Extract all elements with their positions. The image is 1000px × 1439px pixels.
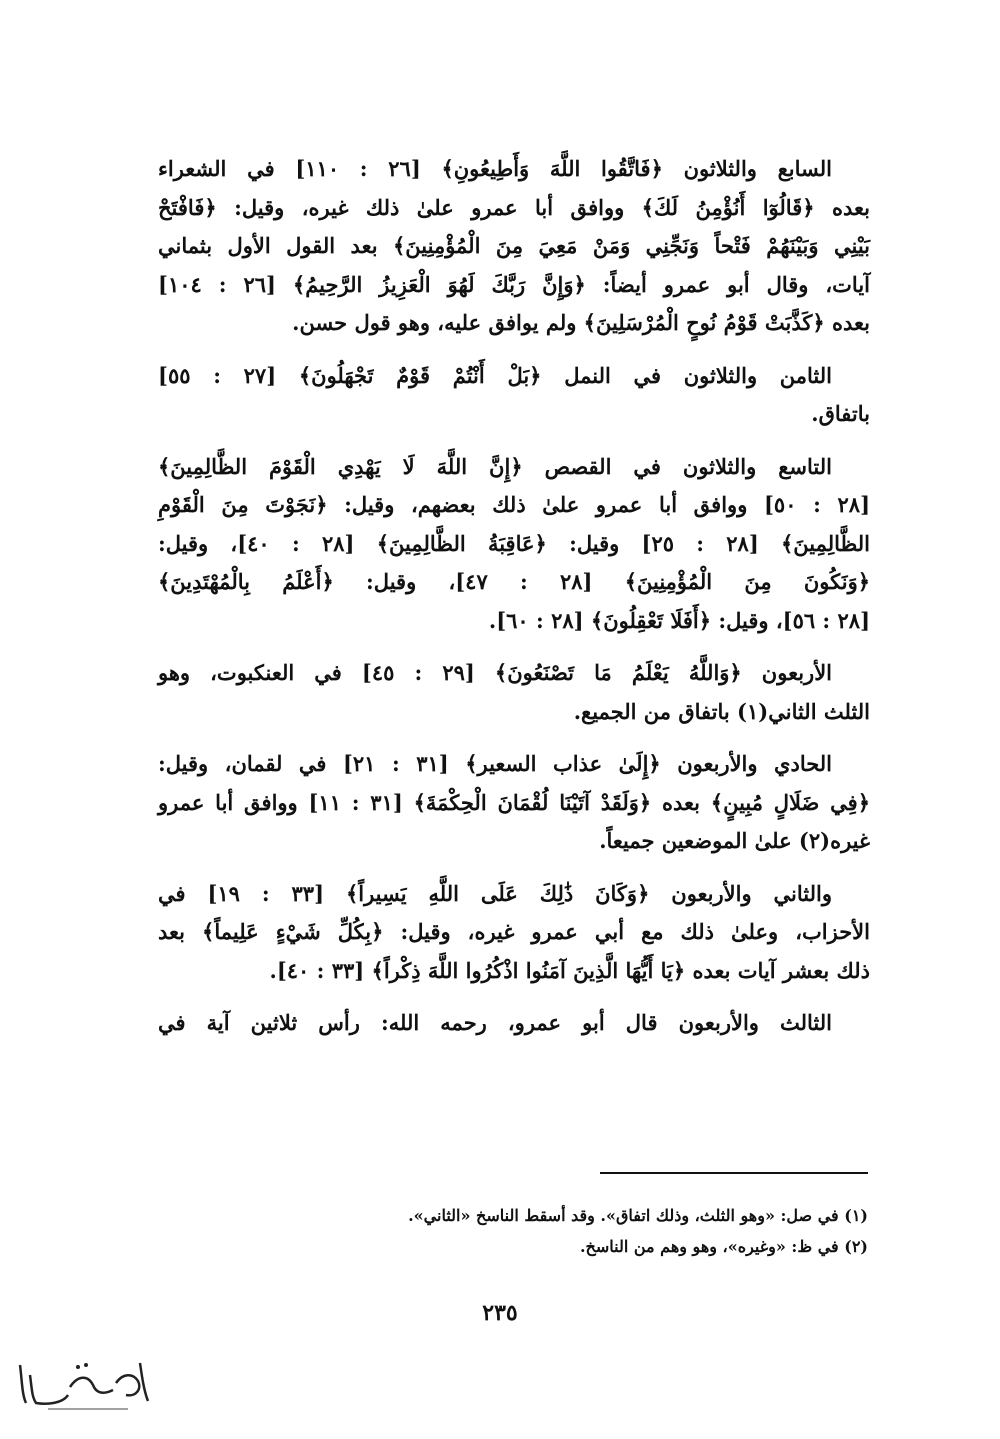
text-line: ﴿فِي ضَلَالٍ مُبِينٍ﴾ بعده ﴿وَلَقَدْ آتَيْنَا لُقْمَانَ الْحِكْمَةَ﴾ [٣١ : ١١] ووافق أبا عمرو [158,789,871,815]
text-line: بَيْنِي وَبَيْنَهُمْ فَتْحاً وَنَجِّنِي وَمَنْ مَعِيَ مِنَ الْمُؤْمِنِينَ﴾ بعد القول الأول بثماني [158,233,870,258]
calligraphy-logo-icon [8,1345,158,1415]
paragraph-38 [158,357,870,434]
footnote-1: (١) في صل: «وهو الثلث، وذلك اتفاق». وقد أسقط الناسخ «الثاني». [408,1206,868,1225]
paragraph-37 [158,150,870,343]
text-line: ذلك بعشر آيات بعده ﴿يَا أَيُّهَا الَّذِينَ آمَنُوا اذْكُرُوا اللَّهَ ذِكْراً﴾ [٣٣ : ٤٠]. [269,957,870,983]
text-line: التاسع والثلاثون في القصص ﴿إِنَّ اللَّهَ لَا يَهْدِي الْقَوْمَ الظَّالِمِينَ﴾ [158,453,832,479]
text-line: والثاني والأربعون ﴿وَكَانَ ذَٰلِكَ عَلَى اللَّهِ يَسِيراً﴾ [٣٣ : ١٩] في [158,880,832,906]
text-line: الأحزاب، وعلىٰ ذلك مع أبي عمرو غيره، وقيل: ﴿بِكُلِّ شَيْءٍ عَلِيماً﴾ بعد [158,919,870,944]
page-number: ٢٣٥ [482,1300,518,1326]
footnote-divider [600,1172,868,1174]
paragraph-42 [158,875,870,991]
text-line: الحادي والأربعون ﴿إِلَىٰ عذاب السعير﴾ [٣١ : ٢١] في لقمان، وقيل: [158,751,833,776]
text-line: بعده ﴿قَالُوٓا أَنُؤْمِنُ لَكَ﴾ ووافق أبا عمرو علىٰ ذلك غيره، وقيل: ﴿فَافْتَحْ [158,194,870,220]
text-line: غيره(٢) علىٰ الموضعين جميعاً. [599,828,870,853]
paragraph-40 [158,654,870,731]
footnote-2: (٢) في ظ: «وغيره»، وهو وهم من الناسخ. [579,1237,868,1256]
text-line: الثامن والثلاثون في النمل ﴿بَلْ أَنْتُمْ قَوْمٌ تَجْهَلُونَ﴾ [٢٧ : ٥٥] [158,362,833,388]
text-line: الأربعون ﴿وَاللَّهُ يَعْلَمُ مَا تَصْنَعُونَ﴾ [٢٩ : ٤٥] في العنكبوت، وهو [158,660,833,685]
text-line: الثالث والأربعون قال أبو عمرو، رحمه الله: رأس ثلاثين آية في [158,1010,832,1035]
text-line: آيات، وقال أبو عمرو أيضاً: ﴿وَإِنَّ رَبَّكَ لَهُوَ الْعَزِيزُ الرَّحِيمُ﴾ [٢٦ : ١٠٤] [158,271,870,297]
text-line: السابع والثلاثون ﴿فَاتَّقُوا اللَّهَ وَأَطِيعُونِ﴾ [٢٦ : ١١٠] في الشعراء [158,156,833,181]
text-line: باتفاق. [811,401,870,426]
text-line: [٢٨ : ٥٠] ووافق أبا عمرو علىٰ ذلك بعضهم، وقيل: ﴿نَجَوْتَ مِنَ الْقَوْمِ [158,492,871,517]
paragraph-39 [158,448,870,641]
paragraph-41 [158,745,870,861]
text-line: [٢٨ : ٥٦]، وقيل: ﴿أَفَلَا تَعْقِلُونَ﴾ [٢٨ : ٦٠]. [488,607,870,633]
text-line: الظَّالِمِينَ﴾ [٢٨ : ٢٥] وقيل: ﴿عَاقِبَةُ الظَّالِمِينَ﴾ [٢٨ : ٤٠]، وقيل: [158,530,871,556]
text-line: ﴿وَنَكُونَ مِنَ الْمُؤْمِنِينَ﴾ [٢٨ : ٤٧]، وقيل: ﴿أَعْلَمُ بِالْمُهْتَدِينَ﴾ [158,569,871,594]
library-logo-icon [8,1345,158,1415]
footnotes [300,1200,868,1262]
text-line: بعده ﴿كَذَّبَتْ قَوْمُ نُوحٍ الْمُرْسَلِينَ﴾ ولم يوافق عليه، وهو قول حسن. [292,310,870,335]
text-line: الثلث الثاني(١) باتفاق من الجميع. [573,698,870,724]
main-text [158,150,870,1057]
paragraph-43 [158,1004,870,1043]
